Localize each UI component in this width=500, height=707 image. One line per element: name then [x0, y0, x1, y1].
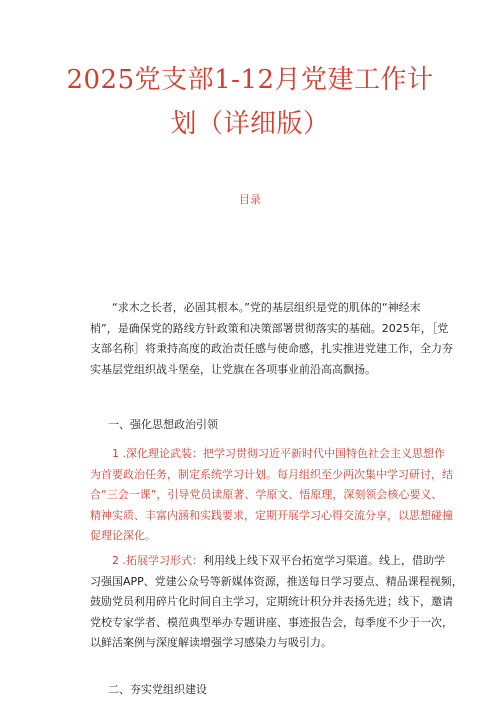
item1-line: 精神实质、丰富内涵和实践要求，定期开展学习心得交流分享，以思想碰撞: [90, 508, 453, 522]
section1-item1-paragraph: [90, 444, 453, 547]
section1-item2-paragraph: [90, 551, 463, 654]
document-title-line-2: 划（详细版）: [170, 109, 330, 139]
item1-line: 把学习贯彻习近平新时代中国特色社会主义思想作: [203, 447, 445, 460]
item1-lead: 1 .深化理论武装：: [112, 447, 203, 460]
item2-line: 以鲜活案例与深度解读增强学习感染力与吸引力。: [90, 636, 332, 649]
intro-line: 支部名称］将秉持高度的政治责任感与使命感，扎实推进党建工作，全力夯: [90, 342, 453, 355]
item2-line: 利用线上线下双平台拓宽学习渠道。线上，借助学: [203, 554, 445, 567]
item2-line: 习强国APP、党建公众号等新媒体资源，推送每日学习要点、精品课程视频，: [90, 574, 463, 588]
intro-line: 实基层党组织战斗堡垒，让党旗在各项事业前沿高高飘扬。: [90, 362, 376, 376]
intro-paragraph: [90, 298, 453, 380]
document-title-line-1: 2025党支部1-12月党建工作计: [66, 65, 434, 95]
item1-line: 合“三会一课”，引导党员读原著、学原文、悟原理，深刻领会核心要义、: [90, 488, 443, 501]
table-of-contents-label[interactable]: 目录: [239, 193, 261, 206]
intro-line: 梢”，是确保党的路线方针政策和决策部署贯彻落实的基础。2025年，［党: [90, 321, 449, 335]
item2-line: 鼓励党员利用碎片化时间自主学习，定期统计积分并表扬先进；线下，邀请: [90, 595, 453, 608]
item2-lead: 2 .拓展学习形式：: [112, 554, 203, 567]
item1-line: 促理论深化。: [90, 529, 156, 542]
intro-line: “求木之长者，必固其根本。”党的基层组织是党的肌体的“神经末: [112, 301, 421, 314]
item1-line: 为首要政治任务，制定系统学习计划。每月组织至少两次集中学习研讨，结: [90, 467, 453, 481]
section-heading-1: 一、强化思想政治引领: [108, 418, 218, 431]
section-heading-2: 二、夯实党组织建设: [108, 683, 207, 696]
item2-line: 党校专家学者、模范典型举办专题讲座、事迹报告会，每季度不少于一次，: [90, 615, 453, 629]
